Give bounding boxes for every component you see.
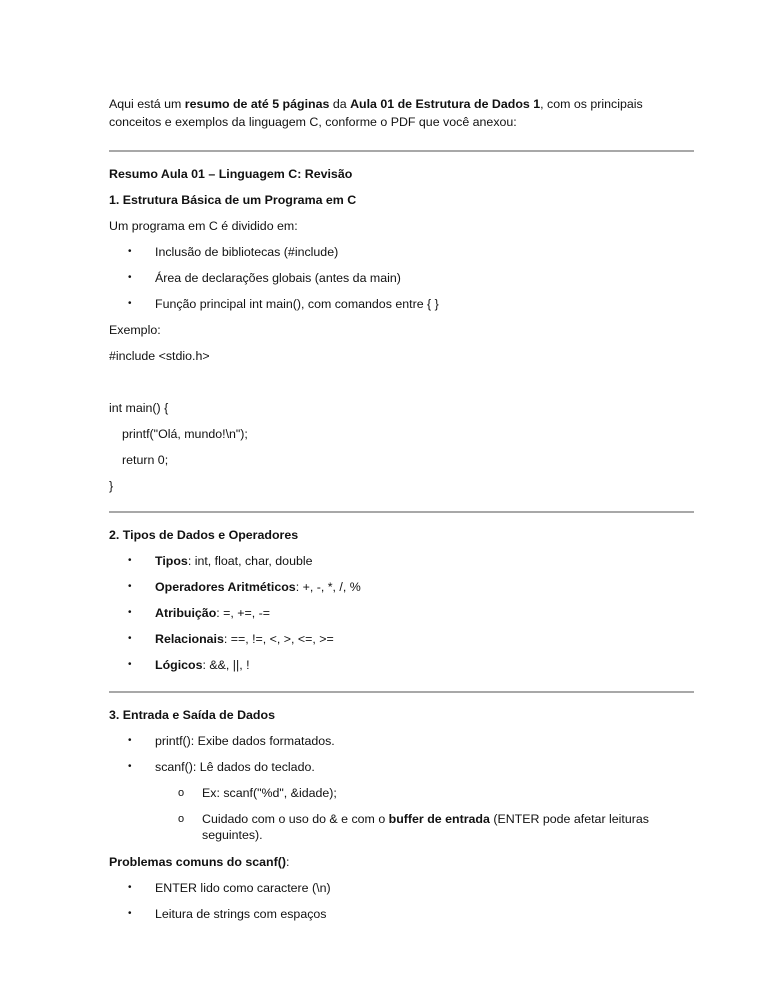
- list-item: Lógicos: &&, ||, !: [155, 658, 250, 672]
- list-item: Operadores Aritméticos: +, -, *, /, %: [155, 580, 361, 594]
- section-3-heading: 3. Entrada e Saída de Dados: [109, 708, 275, 722]
- bullet-icon: •: [128, 882, 132, 893]
- divider: [109, 150, 694, 152]
- sub-list-item: Ex: scanf("%d", &idade);: [202, 786, 337, 800]
- bullet-icon: •: [128, 298, 132, 309]
- list-item: ENTER lido como caractere (\n): [155, 881, 331, 895]
- bullet-icon: •: [128, 581, 132, 592]
- bullet-icon: •: [128, 633, 132, 644]
- bullet-icon: •: [128, 555, 132, 566]
- intro-bold-course: Aula 01 de Estrutura de Dados 1: [350, 97, 541, 111]
- list-item: Leitura de strings com espaços: [155, 907, 327, 921]
- problems-label: Problemas comuns do scanf():: [109, 855, 290, 869]
- bullet-icon: •: [128, 272, 132, 283]
- intro-text: da: [329, 97, 351, 111]
- section-1-intro: Um programa em C é dividido em:: [109, 219, 298, 233]
- list-item: Área de declarações globais (antes da main): [155, 271, 401, 285]
- list-item: Tipos: int, float, char, double: [155, 554, 313, 568]
- summary-title: Resumo Aula 01 – Linguagem C: Revisão: [109, 167, 353, 181]
- bullet-icon: •: [128, 908, 132, 919]
- section-2-heading: 2. Tipos de Dados e Operadores: [109, 528, 299, 542]
- list-item: Atribuição: =, +=, -=: [155, 606, 271, 620]
- list-item: printf(): Exibe dados formatados.: [155, 734, 335, 748]
- intro-bold-pages: resumo de até 5 páginas: [184, 97, 330, 111]
- intro-text: , com os principais: [540, 97, 643, 111]
- example-label: Exemplo:: [109, 323, 161, 337]
- code-line: int main() {: [109, 401, 169, 415]
- sub-bullet-icon: o: [178, 787, 185, 799]
- list-item: scanf(): Lê dados do teclado.: [155, 760, 315, 774]
- code-line: return 0;: [122, 453, 169, 467]
- bullet-icon: •: [128, 735, 132, 746]
- intro-line-1: [109, 95, 643, 113]
- code-line: #include <stdio.h>: [109, 349, 210, 363]
- bullet-icon: •: [128, 246, 132, 257]
- code-line: }: [109, 479, 114, 493]
- divider: [109, 691, 694, 693]
- sub-list-item: Cuidado com o uso do & e com o buffer de entrada (ENTER pode afetar leituras: [202, 812, 649, 826]
- list-item: Relacionais: ==, !=, <, >, <=, >=: [155, 632, 334, 646]
- divider: [109, 511, 694, 513]
- bullet-icon: •: [128, 761, 132, 772]
- intro-text: Aqui está um: [109, 97, 185, 111]
- bullet-icon: •: [128, 607, 132, 618]
- section-1-heading: 1. Estrutura Básica de um Programa em C: [109, 193, 357, 207]
- sub-bullet-icon: o: [178, 813, 185, 825]
- sub-list-item-continuation: seguintes).: [202, 828, 263, 842]
- intro-line-2: conceitos e exemplos da linguagem C, conforme o PDF que você anexou:: [109, 115, 517, 129]
- list-item: Função principal int main(), com comandos entre { }: [155, 297, 439, 311]
- bullet-icon: •: [128, 659, 132, 670]
- list-item: Inclusão de bibliotecas (#include): [155, 245, 339, 259]
- code-line: printf("Olá, mundo!\n");: [122, 427, 248, 441]
